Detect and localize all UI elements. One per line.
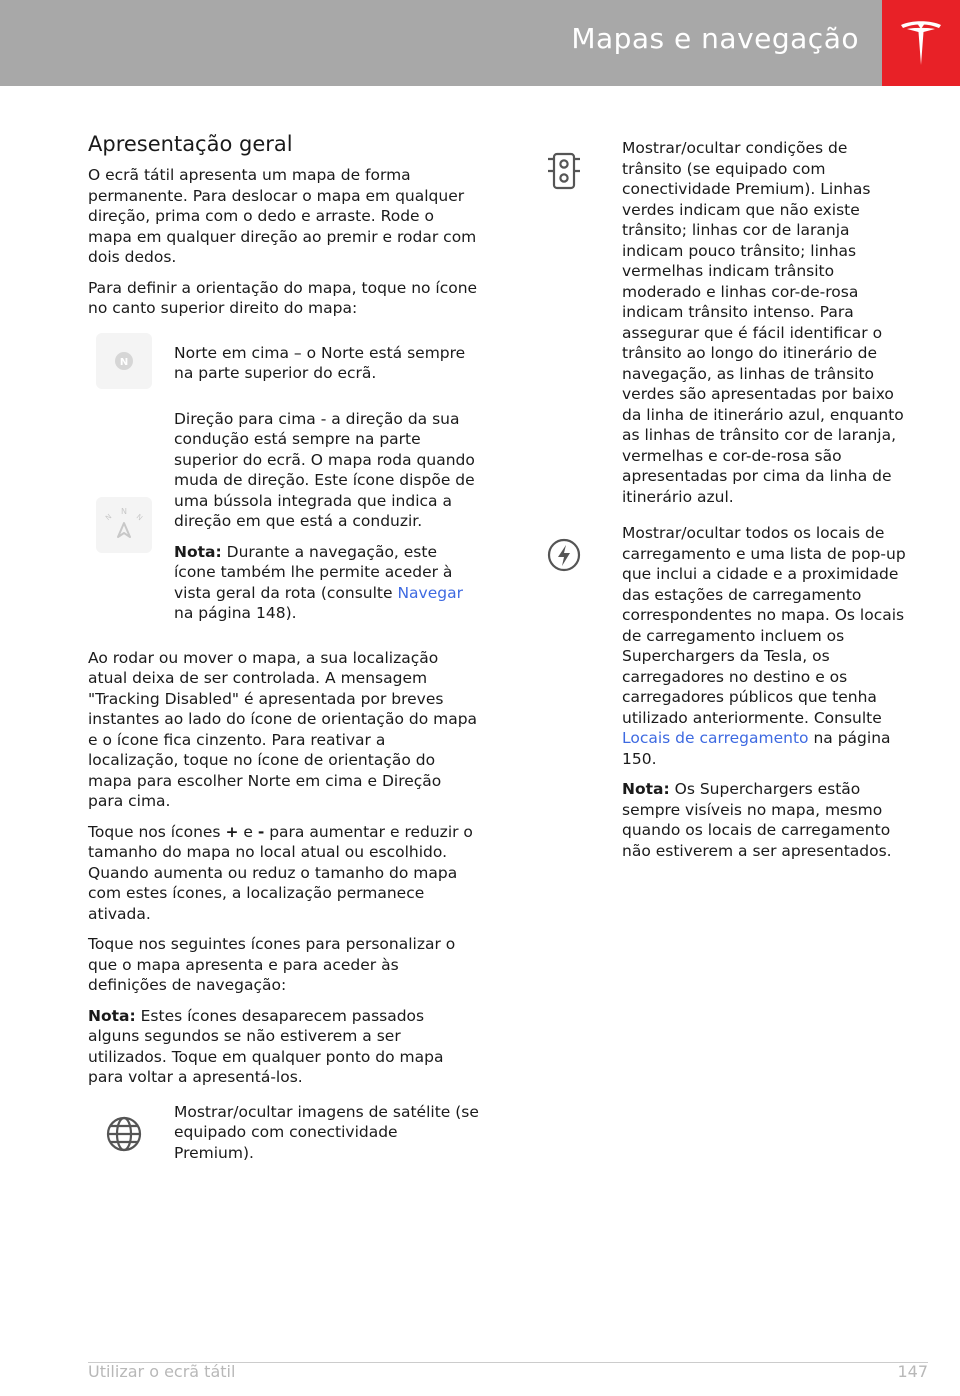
traffic-light-icon (536, 142, 592, 198)
svg-text:N: N (104, 512, 114, 522)
supercharger-note: Nota: Os Superchargers estão sempre visíveis no mapa, mesmo quando os locais de carregamento não estiverem a ser apresentados. (622, 780, 892, 860)
right-column (536, 138, 912, 869)
svg-text:N: N (121, 506, 127, 516)
navegar-link[interactable]: Navegar (397, 583, 463, 602)
intro-paragraph-2: Para definir a orientação do mapa, toque no ícone no canto superior direito do mapa: (88, 278, 478, 317)
north-up-text: Norte em cima – o Norte está sempre na parte superior do ecrã. (174, 343, 466, 382)
chapter-title: Mapas e navegação (571, 22, 859, 55)
note-label: Nota: (174, 542, 222, 561)
heading-up-compass-icon (96, 497, 152, 553)
section-title: Apresentação geral (88, 132, 293, 156)
satellite-row (88, 1102, 480, 1164)
traffic-row (536, 138, 912, 507)
zoom-plus-symbol: + (225, 822, 239, 841)
svg-text:N: N (119, 356, 129, 368)
heading-up-row (88, 409, 480, 624)
intro-paragraph-1: O ecrã tátil apresenta um mapa de forma permanente. Para deslocar o mapa em qualquer direção, prima com o dedo e arraste. Rode o mapa em qualquer direção ao premir e rodar com dois dedos. (88, 166, 477, 266)
heading-up-note: Nota: Durante a navegação, este ícone também lhe permite aceder à vista geral da rota (consulte Navegar na página 148). (174, 542, 463, 622)
globe-icon (96, 1106, 152, 1162)
tracking-paragraph: Ao rodar ou mover o mapa, a sua localização atual deixa de ser controlada. A mensagem "Tracking Disabled" é apresentada por breves instantes ao lado do ícone de orientação do mapa e o ícone fica cinzento. Para reativar a localização, toque no ícone de orientação do mapa para escolher Norte em cima e Direção para cima. (88, 648, 478, 810)
note-label: Nota: (622, 780, 670, 798)
zoom-paragraph: Toque nos ícones + e - para aumentar e reduzir o tamanho do mapa no local atual ou escolhido. Quando aumenta ou reduz o tamanho do mapa com estes ícones, a localização permanece ativada. (88, 822, 473, 923)
charging-row (536, 523, 912, 861)
heading-up-text: Direção para cima - a direção da sua condução está sempre na parte superior do ecrã. O mapa roda quando muda de direção. Este ícone dispõe de uma bússola integrada que indica a direção em que está a conduzir. (174, 409, 475, 530)
footer-section-label: Utilizar o ecrã tátil (88, 1362, 236, 1381)
icons-note: Nota: Estes ícones desaparecem passados alguns segundos se não estiverem a ser utilizados. Toque em qualquer ponto do mapa para voltar a apresentá-los. (88, 1006, 444, 1086)
svg-text:N: N (134, 512, 144, 522)
charging-text: Mostrar/ocultar todos os locais de carregamento e uma lista de pop-up que inclui a cidade e a proximidade das estações de carregamento correspondentes no mapa. Os locais de carregamento incluem os Superchargers da Tesla, os carregadores no destino e os carregadores públicos que tenha utilizado anteriormente. Consulte Locais de carregamento na página 150. (622, 524, 906, 768)
charging-locations-link[interactable]: Locais de carregamento (622, 729, 809, 747)
left-column (88, 128, 480, 1171)
tesla-logo-icon (899, 19, 943, 67)
page-header (0, 0, 960, 86)
zoom-minus-symbol: - (257, 822, 265, 841)
note-label: Nota: (88, 1006, 136, 1025)
page-number: 147 (897, 1362, 928, 1381)
tesla-logo (882, 0, 960, 86)
north-up-row (88, 333, 480, 389)
traffic-text: Mostrar/ocultar condições de trânsito (se equipado com conectividade Premium). Linhas verdes indicam que não existe trânsito; linhas cor de laranja indicam pouco trânsito; linhas vermelhas indicam trânsito moderado e linhas cor-de-rosa indicam trânsito intenso. Para assegurar que é fácil identificar o trânsito ao longo do itinerário de navegação, as linhas de trânsito verdes são apresentadas por baixo da linha de itinerário azul, enquanto as linhas de trânsito cor de laranja, vermelhas e cor-de-rosa são apresentadas por cima da linha de itinerário azul. (622, 139, 904, 506)
customize-paragraph: Toque nos seguintes ícones para personalizar o que o mapa apresenta e para aceder às definições de navegação: (88, 935, 456, 994)
north-up-icon (96, 333, 152, 389)
lightning-bolt-icon (536, 527, 592, 583)
satellite-text: Mostrar/ocultar imagens de satélite (se equipado com conectividade Premium). (174, 1102, 479, 1162)
